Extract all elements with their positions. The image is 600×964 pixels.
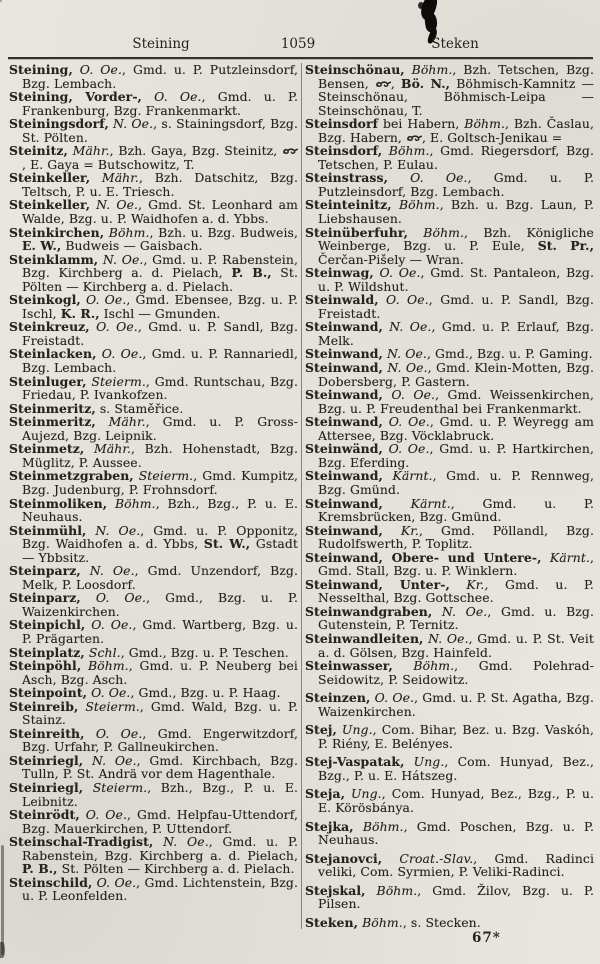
entry-name: Steiningsdorf, [9,116,109,132]
crownland-abbreviation: Böhm. [104,224,150,240]
crownland-abbreviation: N. Oe. [108,116,154,132]
entry-text: , Gmd. Unzendorf, Bzg. Melk, P. Loosdorf. [22,563,299,592]
gazetteer-entry [9,442,298,469]
crownland-abbreviation: O. Oe. [378,292,429,308]
gazetteer-entry [9,171,298,198]
crownland-abbreviation: Kärnt. [382,468,433,484]
entry-name: Steinwand, Obere- und Untere-, [305,549,542,565]
railway-abbreviation: St. W., [203,536,251,552]
entry-name: Steken, [305,914,359,930]
entry-name: Steinsdorf [305,116,379,132]
entry-name: Steinkreuz, [9,319,90,335]
posthorn-symbol-icon [406,134,422,143]
entry-text: , Gmd. Helpfau-Uttendorf, Bzg. Mauerkirchen, P. Uttendorf. [22,807,298,836]
entry-text: bei Habern, [378,116,465,132]
entry-name: Stejka, [305,818,354,834]
column-divider [301,63,302,929]
entry-name: Steinwandleiten, [305,630,424,646]
entry-name: Steinwag, [305,265,374,281]
entry-text: , Gmd. u. P. St. Veit a. d. Gölsen, Bzg. Hainfeld. [318,630,594,660]
entry-text: , Gmd. u. P. Frankenburg, Bzg. Frankenmarkt. [22,89,298,118]
entry-name: Steinwand, [305,360,383,376]
entry-text: , Gmd. u. P. Nesselthal, Bzg. Gottschee. [318,576,594,606]
entry-text: s. Staměřice. [95,400,184,416]
entry-text: , Com. Bihar, Bez. u. Bzg. Vaskóh, P. Riény, E. Belényes. [318,722,594,751]
crownland-abbreviation: O. Oe. [72,62,123,77]
entry-name: Steinwand, [305,522,383,538]
crownland-abbreviation: Böhm. [404,62,453,77]
entry-name: Steinwand, [305,468,383,484]
gazetteer-entry [9,591,298,618]
gazetteer-content [9,63,595,929]
railway-abbreviation: St. Pr., [537,238,594,254]
entry-name: Steinwald, [305,292,379,308]
entry-text: , Bzh. u. Bzg. Laun, P. Liebshausen. [318,197,594,227]
posthorn-symbol-icon [375,80,391,89]
entry-name: Steinstrass, [305,170,388,186]
crownland-abbreviation: Croat.-Slav. [382,850,474,866]
crownland-abbreviation: N. Oe. [83,752,137,768]
gazetteer-entry [9,375,298,402]
entry-name: Steinparz, [9,590,81,606]
gazetteer-entry [9,564,298,591]
header-rule [8,57,593,59]
entry-name: Steinkeller, [9,170,91,186]
gazetteer-entry [305,226,594,267]
crownland-abbreviation: O. Oe. [87,685,131,701]
crownland-abbreviation: Böhm. [392,658,455,674]
entry-text: , Com. Hunyad, Bez., Bzg., P. u. E. Körösbánya. [318,786,594,815]
gazetteer-entry [305,659,594,686]
entry-text: , s. Stecken. [402,914,481,930]
entry-name: Steinmeritz, [9,400,96,416]
crownland-abbreviation: O. Oe. [84,725,143,741]
crownland-abbreviation: Mähr. [90,170,139,186]
entry-name: Steinmühl, [9,522,87,538]
entry-text: , E. Goltsch-Jenikau = [421,129,563,145]
entry-text: Böhmisch-Kamnitz — Steinschönau, Böhmisch-Leipa — Steinschönau, T. [318,75,594,118]
crownland-abbreviation: N. Oe. [382,319,432,335]
entry-text: , Gmd. Žilov, Bzg. u. P. Pilsen. [318,882,594,912]
entry-text: , Gmd. u. P. Sandl, Bzg. Freistadt. [318,292,594,321]
gazetteer-entry [305,605,594,632]
crownland-abbreviation: Steierm. [83,779,148,795]
gazetteer-entry [9,524,298,565]
crownland-abbreviation: Kärnt. [382,495,451,511]
entry-text: , s. Stainingsdorf, Bzg. St. Pölten. [22,116,298,145]
entry-text: , E. Gaya = Butschowitz, T. [22,156,195,172]
entry-name: Steinluger, [9,373,87,389]
entry-name: Steja, [305,786,345,802]
entry-text: , Gmd. Poschen, Bzg. u. P. Neuhaus. [318,818,594,848]
crownland-abbreviation: Mähr. [95,414,146,430]
gazetteer-entry [305,442,594,469]
crownland-abbreviation: Schl. [84,644,121,660]
scan-edge-mark [1,845,4,955]
crownland-abbreviation: O. Oe. [79,807,128,823]
gazetteer-entry [9,727,298,754]
gazetteer-entry [305,524,594,551]
crownland-abbreviation: Kärnt. [541,549,590,565]
gazetteer-entry [305,469,594,496]
crownland-abbreviation: Böhm. [408,224,465,240]
entry-text: , Bzh. Datschitz, Bzg. Teltsch, P. u. E. Triesch. [22,170,299,199]
crownland-abbreviation: O. Oe. [80,590,147,606]
entry-name: Steinwänd, [305,441,383,457]
gazetteer-entry [9,144,298,171]
column-left [9,63,298,903]
entry-name: Steinschild, [9,874,93,890]
entry-text: , Gmd. Pöllandl, Bzg. Rudolfswerth, P. Toplitz. [318,522,594,552]
entry-name: Steinwandgraben, [305,603,433,619]
crownland-abbreviation: Böhm. [358,914,403,930]
entry-name: Stej-Vaspatak, [305,754,405,770]
entry-text: , Gmd. Ebensee, Bzg. u. P. Ischl, [22,292,298,321]
gazetteer-entry [9,347,298,374]
gazetteer-entry [9,781,298,808]
gazetteer-entry [305,820,594,847]
crownland-abbreviation: N. Oe. [90,197,139,213]
crownland-abbreviation: N. Oe. [86,522,141,538]
entry-text: , Gmd. u. P. Weyregg am Attersee, Bzg. Vöcklabruck. [318,414,594,443]
gazetteer-entry [9,63,298,90]
gazetteer-entry [9,253,298,294]
gazetteer-entry [305,117,594,144]
railway-abbreviation: K. R., [60,305,100,321]
entry-text: , Bzh. Königliche Weinberge, Bzg. u. P. Eule, [318,224,594,254]
column-right [305,63,594,929]
entry-text: , Gmd. Riegersdorf, Bzg. Tetschen, P. Eulau. [318,143,594,172]
crownland-abbreviation: Böhm. [391,197,440,213]
crownland-abbreviation: O. Oe. [89,319,138,335]
header-keyword-right: Steken [431,36,479,52]
entry-name: Steinreith, [9,725,85,741]
entry-text: , Gmd. Kumpitz, Bzg. Judenburg, P. Frohnsdorf. [22,468,299,497]
entry-name: Steinwand, [305,387,383,403]
paper-specks [0,0,2,2]
crownland-abbreviation: N. Oe. [80,563,135,579]
gazetteer-entry [9,497,298,524]
entry-name: Steinkeller, [9,197,91,213]
entry-text: , Bzh. Tetschen, Bzg. Bensen, [318,62,594,91]
gazetteer-entry [9,835,298,876]
entry-text: , Gmd. u. P. Hartkirchen, Bzg. Eferding. [318,441,594,470]
gazetteer-entry [9,415,298,442]
gazetteer-entry [305,787,594,814]
entry-text: , Gmd. u. P. Neuberg bei Asch, Bzg. Asch. [22,658,298,687]
entry-text: , Bzh., Bzg., P. u. E. Leibnitz. [22,779,299,809]
entry-name: Steinwand, [305,346,383,362]
gazetteer-entry [305,551,594,578]
signature-mark: 67* [472,930,501,946]
entry-name: Steinreib, [9,698,79,714]
entry-text: , Gmd. u. P. Rennweg, Bzg. Gmünd. [318,468,594,497]
entry-text: , Gmd. u. P. Erlauf, Bzg. Melk. [318,319,595,348]
entry-text: , Gmd. St. Pantaleon, Bzg. u. P. Wildshut. [318,265,594,294]
entry-text: , Gmd. Polehrad-Seidowitz, P. Seidowitz. [318,658,594,687]
entry-text: , Gmd. Klein-Motten, Bzg. Dobersberg, P. Gastern. [318,360,594,389]
gazetteer-entry [9,808,298,835]
crownland-abbreviation: Steierm. [78,698,140,714]
entry-name: Steinmetz, [9,441,85,457]
entry-text: , Com. Hunyad, Bez., Bzg., P. u. E. Hátszeg. [318,754,594,783]
gazetteer-entry [305,497,594,524]
crownland-abbreviation: Böhm. [382,143,430,159]
entry-text: , Gmd. u. Bzg. Gutenstein, P. Ternitz. [318,603,594,633]
gazetteer-entry [9,659,298,686]
entry-text: , Gmd. Radinci veliki, Com. Syrmien, P. Veliki-Radinci. [318,850,595,880]
entry-text: , Gmd. St. Leonhard am Walde, Bzg. u. P. Waidhofen a. d. Ybbs. [22,197,298,227]
entry-name: Steinklamm, [9,251,99,267]
gazetteer-entry [9,90,298,117]
crownland-abbreviation: Böhm. [353,818,404,834]
crownland-abbreviation: Kr. [382,522,419,538]
entry-text: Ischl — Gmunden. [99,305,221,321]
entry-text: , Gmd., Bzg. u. P. Haag. [130,685,281,701]
entry-name: Steinmoliken, [9,495,108,511]
entry-text: , Gmd. Wartberg, Bzg. u. P. Prägarten. [22,617,298,646]
crownland-abbreviation: O. Oe. [85,617,133,633]
crownland-abbreviation: O. Oe. [370,690,415,706]
entry-name: Steinkirchen, [9,224,105,240]
entry-name: Steinriegl, [9,779,84,795]
gazetteer-entry [9,686,298,700]
crownland-abbreviation: O. Oe. [382,387,436,403]
page-header [0,36,600,54]
crownland-abbreviation: N. Oe. [382,346,427,362]
crownland-abbreviation: Mähr. [67,143,110,159]
gazetteer-entry [305,884,594,911]
crownland-abbreviation: O. Oe. [96,346,143,362]
crownland-abbreviation: Mähr. [84,441,132,457]
gazetteer-entry [305,755,594,782]
gazetteer-entry [9,700,298,727]
entry-name: Steinschal-Tradigist, [9,834,154,850]
entry-name: Steinpichl, [9,617,86,633]
header-keyword-left: Steining [132,36,190,52]
crownland-abbreviation: Böhm. [464,116,506,132]
gazetteer-entry [305,852,594,879]
entry-text: , Gmd. Lichtenstein, Bzg. u. P. Leonfelden. [22,874,298,904]
gazetteer-entry [305,723,594,750]
entry-name: Steinteinitz, [305,197,392,213]
crownland-abbreviation: Steierm. [86,373,146,389]
entry-name: Steinrödt, [9,807,80,823]
entry-name: Steinwand, [305,414,383,430]
entry-name: Steinwasser, [305,658,393,674]
crownland-abbreviation: Ung. [404,754,445,770]
entry-name: Steining, Vorder-, [9,89,142,105]
gazetteer-entry [305,320,594,347]
entry-name: Steinriegl, [9,752,84,768]
gazetteer-entry [305,293,594,320]
crownland-abbreviation: O. Oe. [388,170,468,186]
entry-text: , Gmd. Runtschau, Bzg. Friedau, P. Ivankofzen. [22,373,298,403]
railway-abbreviation: Bö. N., [401,75,451,91]
entry-name: Steinparz, [9,563,81,579]
entry-text: , Gmd. u. P. Putzleinsdorf, Bzg. Lembach. [22,62,298,91]
entry-text: , Gmd., Bzg. u. P. Waizenkirchen. [22,590,298,619]
entry-name: Steinpöhl, [9,658,82,674]
gazetteer-entry [305,198,594,225]
railway-abbreviation: P. B., [22,861,58,877]
gazetteer-entry [305,632,594,659]
entry-text: , Gmd. u. P. Rabenstein, Bzg. Kirchberg a. d. Pielach, [22,251,298,281]
gazetteer-entry [9,117,298,144]
crownland-abbreviation: N. Oe. [153,834,209,850]
gazetteer-entry [305,578,594,605]
crownland-abbreviation: O. Oe. [141,89,202,105]
gazetteer-entry [9,646,298,660]
entry-name: Steinwand, Unter-, [305,576,450,592]
entry-text: , Bzh. Hohenstadt, Bzg. Müglitz, P. Aussee. [22,441,298,470]
crownland-abbreviation: Ung. [336,722,373,738]
entry-name: Steinwand, [305,495,383,511]
railway-abbreviation: P. B., [231,265,272,281]
entry-text: , Bzh. u. Bzg. Budweis, [149,224,298,240]
entry-text: Budweis — Gaisbach. [61,238,203,254]
entry-text: , Gmd., Bzg. u. P. Gaming. [426,346,593,362]
gazetteer-entry [9,293,298,320]
gazetteer-entry [9,754,298,781]
entry-name: Steinschönau, [305,62,405,77]
crownland-abbreviation: Ung. [344,786,382,802]
entry-text: , Gmd. u. P. Sandl, Bzg. Freistadt. [22,319,298,348]
page-number: 1059 [280,36,316,52]
entry-text: , Bzh., Bzg., P. u. E. Neuhaus. [22,495,298,525]
entry-text: , [390,75,402,91]
crownland-abbreviation: O. Oe. [382,414,430,430]
entry-text: Gstadt — Ybbsitz. [22,536,298,565]
entry-text: St. Pölten — Kirchberg a. d. Pielach. [57,861,295,877]
entry-text: , Gmd. u. P. Putzleinsdorf, Bzg. Lembach. [318,170,594,199]
entry-name: Steinmetzgraben, [9,468,134,484]
gazetteer-entry [9,618,298,645]
gazetteer-entry [9,198,298,225]
entry-text: St. Pölten — Kirchberg a. d. Pielach. [22,265,299,294]
crownland-abbreviation: Böhm. [81,658,129,674]
gazetteer-entry [305,347,594,361]
entry-name: Steinwand, [305,319,383,335]
entry-text: , Gmd. Engerwitzdorf, Bzg. Urfahr, P. Gallneukirchen. [22,725,298,755]
entry-text: , Gmd. Kirchbach, Bzg. Tulln, P. St. Andrä vor dem Hagenthale. [22,752,298,782]
entry-name: Stejanovci, [305,850,383,866]
entry-text: , Bzh. Gaya, Bzg. Steinitz, [109,143,282,159]
crownland-abbreviation: N. Oe. [98,251,144,267]
gazetteer-entry [305,415,594,442]
crownland-abbreviation: O. Oe. [80,292,127,308]
crownland-abbreviation: Kr. [449,576,485,592]
crownland-abbreviation: Böhm. [365,882,418,898]
gazetteer-entry [305,691,594,718]
gazetteer-entry [305,266,594,293]
gazetteer-entry [9,226,298,253]
entry-text: , Gmd. Weissenkirchen, Bzg. u. P. Freudenthal bei Frankenmarkt. [318,387,594,416]
entry-text: , Gmd. u. P. Kremsbrücken, Bzg. Gmünd. [318,495,595,525]
entry-text: Čerčan-Pišely — Wran. [318,251,464,267]
entry-name: Steinplatz, [9,644,85,660]
crownland-abbreviation: O. Oe. [92,874,137,890]
gazetteer-entry [305,144,594,171]
entry-name: Steinüberfuhr, [305,224,409,240]
gazetteer-entry [305,361,594,388]
crownland-abbreviation: N. Oe. [382,360,428,376]
crownland-abbreviation: N. Oe. [423,630,469,646]
gazetteer-entry [305,63,594,117]
crownland-abbreviation: O. Oe. [373,265,421,281]
gazetteer-entry [305,388,594,415]
crownland-abbreviation: O. Oe. [382,441,430,457]
entry-name: Steinkogl, [9,292,81,308]
gazetteer-entry [305,171,594,198]
railway-abbreviation: E. W., [22,238,62,254]
entry-text: , Gmd. Wald, Bzg. u. P. Stainz. [22,698,299,728]
posthorn-symbol-icon [282,147,298,156]
entry-text: , Gmd. u. P. Gross-Aujezd, Bzg. Leipnik. [22,414,298,443]
entry-text: , Gmd. u. P. Opponitz, Bzg. Waidhofen a. d. Ybbs, [22,522,298,552]
scan-edge-smudge [0,942,5,958]
gazetteer-entry [305,916,594,930]
crownland-abbreviation: N. Oe. [432,603,488,619]
entry-text: , Gmd. Stall, Bzg. u. P. Winklern. [318,549,594,579]
entry-name: Stejskal, [305,882,366,898]
entry-name: Steinitz, [9,143,68,159]
entry-name: Steinmeritz, [9,414,96,430]
entry-name: Steinpoint, [9,685,88,701]
entry-text: , Gmd. u. P. St. Agatha, Bzg. Waizenkirchen. [318,690,594,719]
entry-name: Steinzen, [305,690,371,706]
entry-name: Stej, [305,722,337,738]
crownland-abbreviation: Steierm. [133,468,194,484]
entry-text: , Gmd. u. P. Rannariedl, Bzg. Lembach. [22,346,298,376]
gazetteer-entry [9,402,298,416]
entry-text: , Gmd. u. P. Rabenstein, Bzg. Kirchberg a. d. Pielach, [22,834,298,863]
gazetteer-entry [9,469,298,496]
gazetteer-entry [9,320,298,347]
entry-text: , Bzh. Časlau, Bzg. Habern, [318,116,594,145]
crownland-abbreviation: Böhm. [107,495,156,511]
entry-name: Steinsdorf, [305,143,383,159]
gazetteer-entry [9,876,298,903]
entry-name: Steinlacken, [9,346,97,362]
entry-text: , Gmd., Bzg. u. P. Teschen. [120,644,289,660]
entry-name: Steining, [9,62,73,77]
